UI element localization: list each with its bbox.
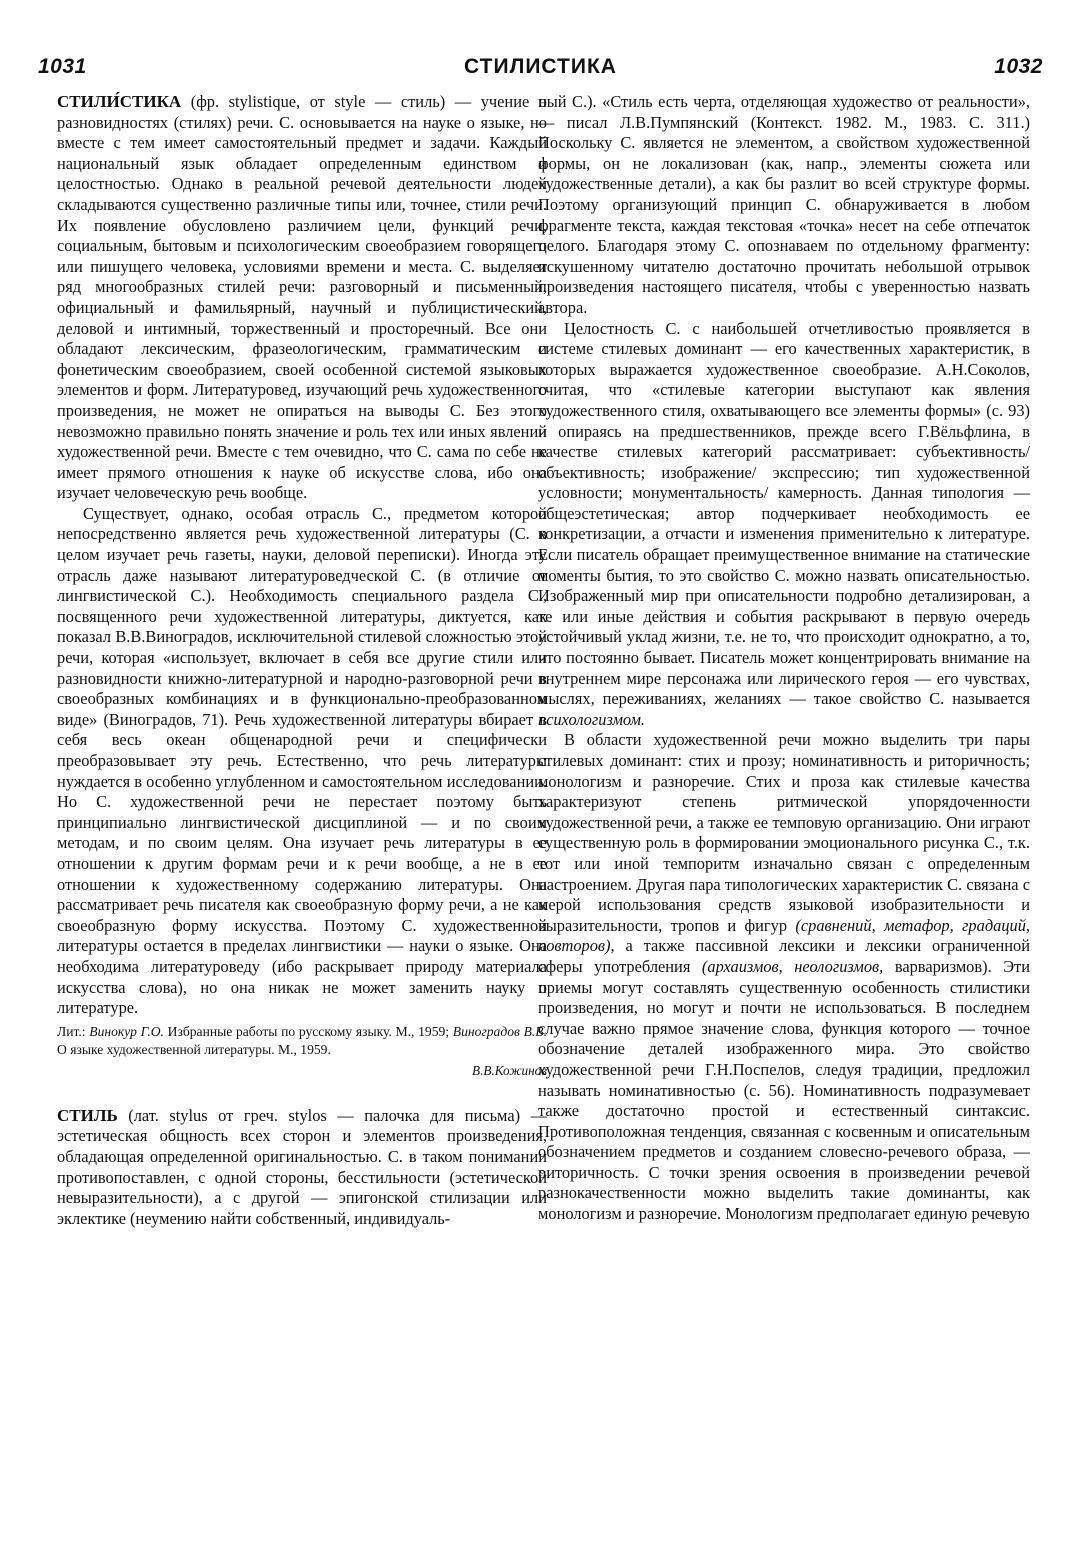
left-column <box>57 92 547 1229</box>
entry-stilistika-paragraph-1 <box>57 92 547 504</box>
entry-stilistika-paragraph-2: Существует, однако, особая отрасль С., предметом которой непосредственно является речь художественной литературы (С. в целом изучает речь газеты, науки, деловой переписки). Иногда эту отрасль даже называют литературоведческой С. (в отличие от лингвистической С.). Необходимость специального раздела С., посвященного речи художественной литературы, диктуется, как показал В.В.Виноградов, исключительной стилевой сложностью этой речи, которая «использует, включает в себя все другие стили или разновидности книжно-литературной и народно-разговорной речи в своеобразных комбинациях и в функционально-преобразованном виде» (Виноградов, 71). Речь художественной литературы вбирает в себя весь океан общенародной речи и специфически преобразовывает эту речь. Естественно, что речь литературы нуждается в особенно углубленном и самостоятельном исследовании. Но С. художественной речи не перестает поэтому быть принципиально лингвистической дисциплиной — и по своим методам, и по своим целям. Она изучает речь литературы в ее отношении к другим формам речи и к речи вообще, а не в ее отношении к художественному содержанию литературы. Она рассматривает речь писателя как своеобразную форму речи, а не как своеобразную форму искусства. Поэтому С. художественной литературы остается в пределах лингвистики — науки о языке. Она необходима литературоведу (ибо раскрывает природу материала искусства слова), но она никак не может заменить науку о литературе. <box>57 503 547 1018</box>
article-author: В.В.Кожинов <box>472 1062 547 1078</box>
right-column <box>538 92 1030 1225</box>
literature-references <box>57 1023 547 1060</box>
entry-stil-paragraph-2 <box>538 319 1030 731</box>
right-page-number: 1032 <box>994 55 1043 78</box>
entry-stil-paragraph-1 <box>57 1106 547 1230</box>
paragraph-text: Целостность С. с наибольшей отчетливостью проявляется в системе стилевых доминант — его качественных характеристик, в которых выражается художественное своеобразие. А.Н.Соколов, считая, что «стилевые категории выступают как явления художественного стиля, охватывающего все элементы формы» (с. 93) и опираясь на предшественников, прежде всего Г.Вёльфлина, в качестве стилевых категорий рассматривает: субъективность/объективность; изображение/ экспрессию; тип художественной условности; монументальность/ камерность. Данная типология — общеэстетическая; автор подчеркивает необходимость ее конкретизации, а отчасти и изменения применительно к литературе. Если писатель обращает преимущественное внимание на статические моменты бытия, то это свойство С. можно назвать описательностью. Изображенный мир при описательности подробно детализирован, а те или иные действия и события раскрывают в первую очередь устойчивый уклад жизни, т.е. не то, что происходит однократно, а то, что постоянно бывает. Писатель может концентрировать внимание на внутреннем мире персонажа или лирического героя — его чувствах, мыслях, переживаниях, желаниях — такое свойство С. называется <box>538 318 1030 709</box>
left-page-number: 1031 <box>38 55 87 78</box>
entry-headword-stilistika: СТИЛИ́СТИКА <box>57 92 182 111</box>
italic-examples-lexicon: (архаизмов, неологизмов, <box>701 956 884 976</box>
paragraph-text: В области художественной речи можно выделить три пары стилевых доминант: стих и прозу; номинативность и риторичность; монологизм и разноречие. Стих и проза как стилевые качества характеризуют степень ритмической упорядоченности художественной речи, а также ее темповую организацию. Они играют существенную роль в формировании эмоционального рисунка С., т.к. тот или иной темпоритм изначально связан с определенным настроением. Другая пара типологических характеристик С. связана с мерой использования средств языковой изобразительности и выразительности, тропов и фигур <box>538 730 1030 935</box>
reference-title-2: О языке художественной литературы. М., 1959. <box>57 1042 331 1058</box>
reference-author-1: Винокур Г.О. <box>89 1023 164 1039</box>
term-psychologism: психологизмом. <box>538 709 646 729</box>
page-header <box>38 50 1043 84</box>
reference-title-1: Избранные работы по русскому языку. М., 1959; <box>163 1023 453 1039</box>
running-title: СТИЛИСТИКА <box>464 55 617 78</box>
literature-label: Лит.: <box>57 1023 86 1039</box>
entry-headword-stil: СТИЛЬ <box>57 1105 118 1125</box>
reference-author-2: Виноградов В.В. <box>452 1023 548 1039</box>
article-separator <box>57 1080 547 1106</box>
italic-examples-tropes: (сравнений, метафор, градаций, повторов), <box>538 915 1030 956</box>
entry-stil-paragraph-3 <box>538 730 1030 1224</box>
paragraph-text: а также пассивной лексики и лексики ограниченной сферы употребления <box>538 936 1030 976</box>
paragraph-text: (лат. stylus от греч. stylos — палочка для письма) — эстетическая общность всех сторон и элементов произведения, обладающая определенной оригинальностью. С. в таком понимании противопоставлен, с одной стороны, бесстильности (эстетической невыразительности), а с другой — эпигонской стилизации или эклектике (неумению найти собственный, индивидуаль- <box>57 1105 547 1228</box>
paragraph-text: варваризмов). Эти приемы могут составлять существенную особенность стилистики произведения, но могут и почти не использоваться. В последнем случае важно прямое значение слова, функция которого — точное обозначение деталей изображенного мира. Это свойство художественной речи Г.Н.Поспелов, следуя традиции, предложил называть номинативностью (с. 56). Номинативность подразумевает также достаточно простой и естественный синтаксис. Противоположная тенденция, связанная с косвенным и описательным обозначением предметов и созданием словесно-речевого образа, — риторичность. С точки зрения освоения в произведении речевой разнокачественности можно выделить такие доминанты, как монологизм и разноречие. Монологизм предполагает единую речевую <box>538 956 1030 1224</box>
entry-stil-paragraph-1-continued: ный С.). «Стиль есть черта, отделяющая художество от реальности», — писал Л.В.Пумпянский (Контекст. 1982. М., 1983. С. 311.) Поскольку С. является не элементом, а свойством художественной формы, он не локализован (как, напр., элементы сюжета или художественные детали), а как бы разлит во всей структуре формы. Поэтому организующий принцип С. обнаруживается в любом фрагменте текста, каждая текстовая «точка» несет на себе отпечаток целого. Благодаря этому С. опознаваем по отдельному фрагменту: искушенному читателю достаточно прочитать небольшой отрывок произведения настоящего писателя, чтобы с уверенностью назвать автора. <box>538 92 1030 317</box>
paragraph-text: (фр. stylistique, от style — стиль) — учение о разновидностях (стилях) речи. С. основывается на науке о языке, но вместе с тем имеет самостоятельный предмет и задачи. Каждый национальный язык обладает определенным единством и целостностью. Однако в реальной речевой деятельности людей складываются существенно различные типы или, точнее, стили речи. Их появление обусловлено различием цели, функций речи, социальным, бытовым и психологическим своеобразием говорящего или пишущего человека, условиями времени и места. С. выделяет ряд многообразных стилей речи: разговорный и письменный, официальный и фамильярный, научный и публицистический, деловой и интимный, торжественный и просторечный. Все они обладают лексическим, фразеологическим, грамматическим и фонетическим своеобразием, своей особенной системой языковых элементов и форм. Литературовед, изучающий речь художественного произведения, не может не опираться на выводы С. Без этого невозможно правильно понять значение и роль тех или иных явлений художественной речи. Вместе с тем очевидно, что С. сама по себе не имеет прямого отношения к науке об искусстве слова, ибо она изучает человеческую речь вообще. <box>57 92 547 503</box>
